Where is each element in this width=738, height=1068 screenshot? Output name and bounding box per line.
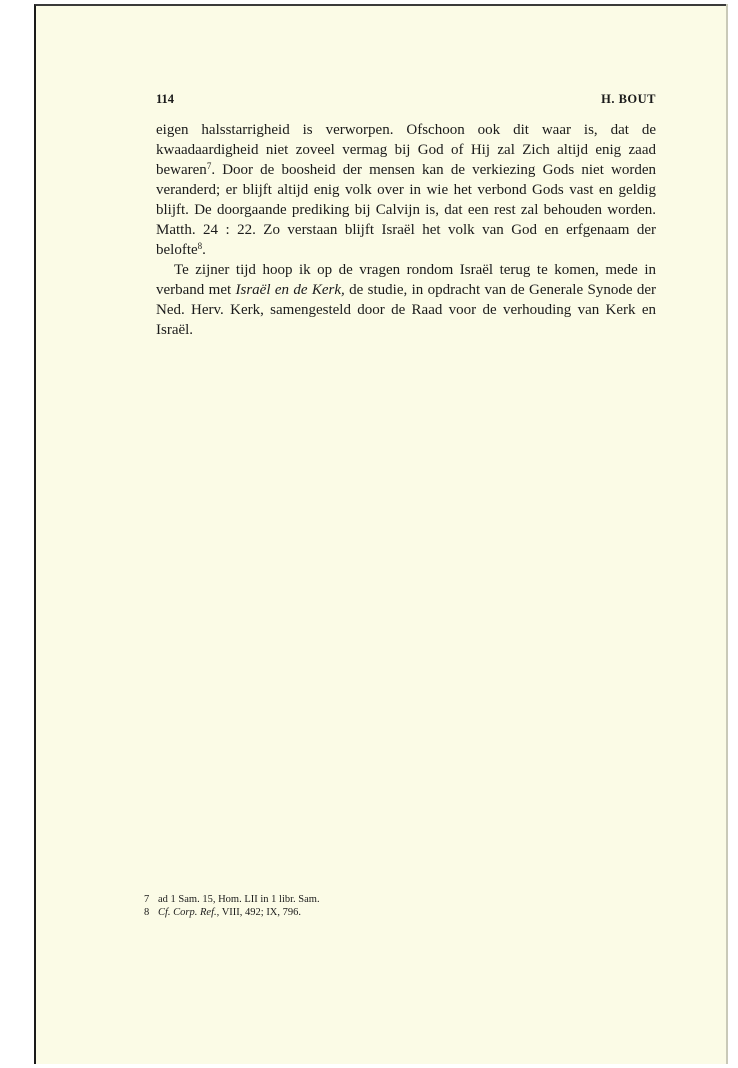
footnote-text: VIII, 492; IX, 796. <box>219 907 302 918</box>
paragraph-1 <box>156 120 656 260</box>
footnote-number: 7 <box>144 894 150 905</box>
body-text <box>156 120 656 340</box>
running-head: H. BOUT <box>601 92 656 106</box>
footnotes <box>144 893 664 919</box>
paragraph-1-text-b: . Door de boosheid der mensen kan de verkiezing Gods niet worden veranderd; er blijft altijd enig volk over in wie het verbond Gods vast en geldig blijft. De doorgaande prediking bij Calvijn is, dat een rest zal behouden worden. Matth. 24 : 22. Zo verstaan blijft Israël het volk van God en erfgenaam der belofte <box>156 162 656 258</box>
paragraph-2 <box>156 260 656 340</box>
footnote-ref-8: 8 <box>197 241 203 251</box>
book-title: Israël en de Kerk, <box>235 282 345 298</box>
page-number: 114 <box>156 92 175 106</box>
footnote-7 <box>144 893 664 906</box>
paragraph-2-text-b: de studie, in opdracht van de Generale Synode der Ned. Herv. Kerk, samengesteld door de Raad voor de verhouding van Kerk en Israël. <box>156 282 656 338</box>
paragraph-1-text-a: eigen halsstarrigheid is verworpen. Ofschoon ook dit waar is, dat de kwaadaardigheid niet zoveel vermag bij God of Hij zal Zich altijd enig zaad bewaren <box>156 122 656 178</box>
page-header <box>156 92 656 108</box>
paragraph-2-text-a: Te zijner tijd hoop ik op de vragen rondom Israël terug te komen, mede in verband met <box>156 262 656 298</box>
footnote-text: ad 1 Sam. 15, Hom. LII in 1 libr. Sam. <box>158 894 320 905</box>
paragraph-1-text-c: . <box>202 242 206 258</box>
footnote-number: 8 <box>144 907 150 918</box>
footnote-italic-text: Cf. Corp. Ref., <box>158 907 220 918</box>
footnote-ref-7: 7 <box>206 161 212 171</box>
footnote-8 <box>144 906 664 919</box>
page-edge <box>726 4 728 1064</box>
